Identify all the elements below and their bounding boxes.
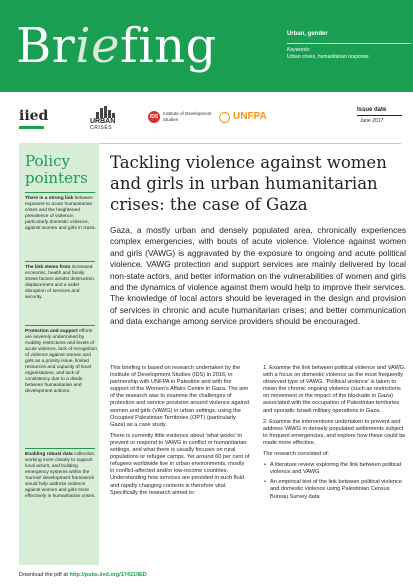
ids-name: Institute of Development Studies	[163, 111, 212, 122]
download-footer	[19, 572, 147, 578]
urban-skyline-icon	[96, 106, 126, 118]
policy-pointer	[25, 265, 98, 301]
issue-date-value: June 2017	[360, 118, 384, 124]
title-part-1: Br	[16, 18, 76, 74]
urban-logo-word-1: URBAN	[90, 118, 116, 125]
banner-meta	[279, 0, 413, 92]
pointer-text: between exposure to acute humanitarian crises and the heightened prevalence of violence, particularly domestic violence, against women and girls in Gaza.	[25, 196, 96, 231]
iied-logo: iied	[19, 108, 49, 124]
body-column-left	[110, 365, 250, 501]
list-item: • An empirical test of the link between political violence and domestic violence using Palestinian Census Bureau Survey data	[263, 479, 406, 500]
unfpa-emblem-icon	[219, 112, 230, 123]
banner-divider	[287, 43, 411, 44]
policy-pointer	[25, 452, 98, 500]
title-part-2: ie	[75, 18, 120, 74]
article-title: Tackling violence against women and girls in urban humanitarian crises: the case of Gaza	[110, 153, 387, 214]
download-prefix: Download the pdf at	[19, 572, 70, 578]
policy-pointers-title: Policy pointers	[25, 152, 88, 187]
policy-pointers-sidebar	[19, 143, 99, 565]
body-paragraph: 2. Examine the interventions undertaken to prevent and address VAWG in densely populated settlements subject to frequent emergencies, and explore how these could be made more effective.	[263, 418, 406, 446]
pointer-divider	[25, 261, 95, 262]
pointer-lead: The link stems from	[25, 265, 71, 270]
body-paragraph: There is currently little evidence about 'what works' to prevent or respond to VAWG in conflict or humanitarian settings, and what there is usually focuses on rural populations or refugee camps. Yet around 60 per cent of refugees worldwide live in urban environments, mostly in conflict-affected and/or low-income countries. Understanding how services are provided in such fluid and rapidly changing contexts is therefore vital. Specifically the research aimed to:	[110, 432, 250, 496]
pointer-divider	[25, 448, 95, 449]
urban-crises-logo	[90, 106, 126, 131]
urban-logo-word-2: CRISES	[90, 125, 113, 131]
briefing-title	[16, 18, 217, 74]
body-paragraph: The research consisted of:	[263, 451, 329, 458]
pointer-divider	[25, 325, 95, 326]
list-item: • A literature review exploring the link between political violence and VAWG	[263, 462, 406, 476]
issue-date-divider	[357, 115, 402, 116]
pointer-text: collection, working more closely to support local actors, and building emergency systems within the 'normal' development framework would help address violence against women and girls more effectively in humanitarian crises.	[25, 452, 96, 499]
article-intro: Gaza, a mostly urban and densely populated area, chronically experiences complex emergencies, with bouts of acute violence. Violence against women and girls (VAWG) is aggravated by the exposure to ongoing and acute political violence. VAWG protection and support services are mainly delivered by local non-state actors, and better information on the vulnerabilities of women and girls and the dynamics of violence against them would help to improve their services. The knowledge of local actors should be leveraged in the design and provision of services in chronic and acute humanitarian crises; and better communication and data exchange among service providers should be encouraged.	[110, 225, 406, 327]
body-paragraph: 1. Examine the link between political violence and VAWG, with a focus on domestic violence as the most frequently observed type of VAWG. 'Political violence' is taken to mean the chronic ongoing violence (such as restrictions on movement or the impact of the blockade in Gaza) associated with the occupation of Palestinian territories and sporadic Israeli military operations in Gaza.	[263, 365, 406, 414]
pointer-lead: Protection and support	[25, 329, 78, 334]
pointer-text: increased economic, health and family stress factors amidst destruction, displacement and a wider disruption of services and security.	[25, 265, 96, 300]
keywords-text: Urban crises, humanitarian response	[287, 54, 369, 60]
pointer-divider	[25, 192, 95, 193]
unfpa-logo	[219, 110, 275, 126]
body-paragraph: This briefing is based on research undertaken by the Institute of Development Studies (IDS) in 2016, in partnership with UNFPA in Palestine and with the support of the Women's Affairs Centre in Gaza. The aim of the research was to examine the challenges of protection and service provision around violence against women and girls (VAWG) in urban settings, using the Occupied Palestinian Territories (OPT) (particularly Gaza) as a case study.	[110, 365, 250, 428]
briefing-banner	[0, 0, 413, 92]
topic-label: Urban, gender	[287, 31, 328, 37]
download-link[interactable]: http://pubs.iied.org/17421IIED	[69, 572, 147, 578]
issue-date-label: Issue date	[357, 107, 387, 113]
research-list	[263, 462, 406, 500]
policy-pointer	[25, 329, 98, 395]
policy-pointer	[25, 196, 98, 232]
keywords-label: Keywords:	[287, 47, 311, 53]
unfpa-name: UNFPA	[233, 111, 267, 122]
title-part-3: fing	[119, 18, 217, 74]
partner-logo-row	[0, 96, 413, 144]
pointer-text: efforts are severely undermined by mobility restrictions and levels of acute violence, lack of recognition of violence against women and girls as a priority issue, limited resources and capacity of local organisations, and lack of consistency due to a divide between humanitarian and development actions.	[25, 329, 97, 394]
body-column-right	[263, 365, 406, 504]
pointer-lead: Enabling robust data	[25, 452, 73, 457]
ids-mark-icon: IDS	[148, 111, 160, 123]
pointer-lead: There is a strong link	[25, 196, 74, 201]
